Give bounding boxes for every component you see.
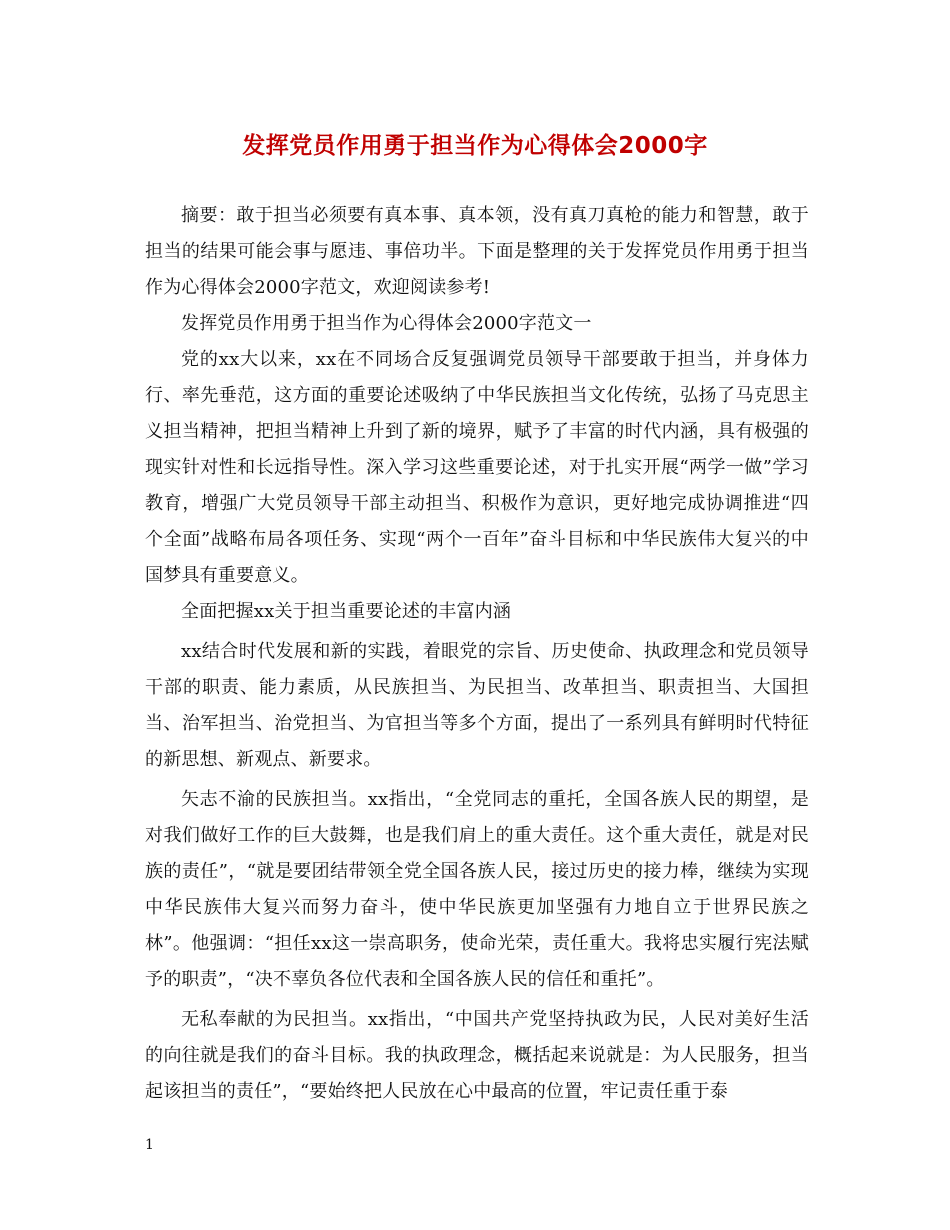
paragraph-abstract: 摘要：敢于担当必须要有真本事、真本领，没有真刀真枪的能力和智慧，敢于担当的结果可能会事与愿违、事倍功半。下面是整理的关于发挥党员作用勇于担当作为心得体会2000字范文，欢迎阅读参考! (145, 205, 809, 298)
paragraph-section-heading: 全面把握xx关于担当重要论述的丰富内涵 (181, 601, 512, 622)
document-body (145, 198, 809, 1110)
paragraph-body: 矢志不渝的民族担当。xx指出，“全党同志的重托，全国各族人民的期望，是对我们做好工作的巨大鼓舞，也是我们肩上的重大责任。这个重大责任，就是对民族的责任”，“就是要团结带领全党全国各族人民，接过历史的接力棒，继续为实现中华民族伟大复兴而努力奋斗，使中华民族更加坚强有力地自立于世界民族之林”。他强调：“担任xx这一崇高职务，使命光荣，责任重大。我将忠实履行宪法赋予的职责”，“决不辜负各位代表和全国各族人民的信任和重托”。 (145, 789, 809, 990)
paragraph-body: xx结合时代发展和新的实践，着眼党的宗旨、历史使命、执政理念和党员领导干部的职责、能力素质，从民族担当、为民担当、改革担当、职责担当、大国担当、治军担当、治党担当、为官担当等多个方面，提出了一系列具有鲜明时代特征的新思想、新观点、新要求。 (145, 641, 809, 770)
paragraph-body: 党的xx大以来，xx在不同场合反复强调党员领导干部要敢于担当，并身体力行、率先垂范，这方面的重要论述吸纳了中华民族担当文化传统，弘扬了马克思主义担当精神，把担当精神上升到了新的境界，赋予了丰富的时代内涵，具有极强的现实针对性和长远指导性。深入学习这些重要论述，对于扎实开展“两学一做”学习教育，增强广大党员领导干部主动担当、积极作为意识，更好地完成协调推进“四个全面”战略布局各项任务、实现“两个一百年”奋斗目标和中华民族伟大复兴的中国梦具有重要意义。 (145, 349, 809, 586)
paragraph-subtitle: 发挥党员作用勇于担当作为心得体会2000字范文一 (181, 313, 592, 334)
document-title: 发挥党员作用勇于担当作为心得体会2000字 (242, 133, 708, 159)
paragraph-body: 无私奉献的为民担当。xx指出，“中国共产党坚持执政为民，人民对美好生活的向往就是我们的奋斗目标。我的执政理念，概括起来说就是：为人民服务，担当起该担当的责任”，“要始终把人民放在心中最高的位置，牢记责任重于泰 (145, 1009, 809, 1102)
page-number: 1 (145, 1137, 154, 1153)
